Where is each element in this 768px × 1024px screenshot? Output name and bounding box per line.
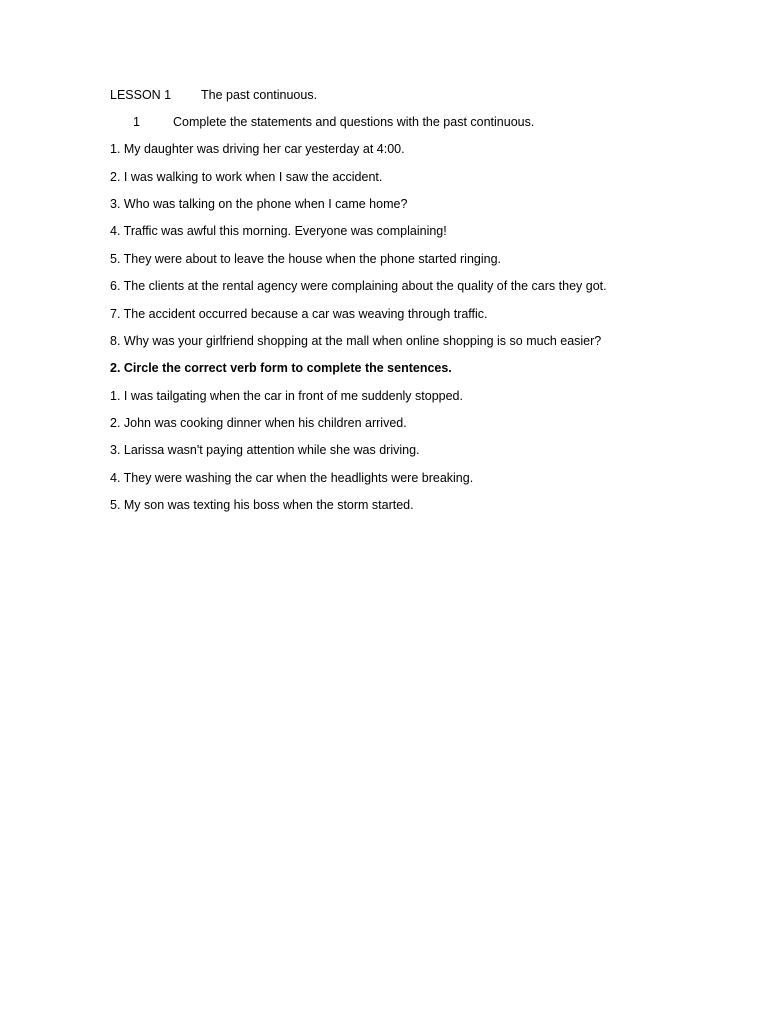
lesson-title: The past continuous. <box>201 88 318 102</box>
exercise2-item-3: 3. Larissa wasn't paying attention while she was driving. <box>110 443 420 457</box>
exercise1-item-6: 6. The clients at the rental agency were complaining about the quality of the cars they got. <box>110 279 607 293</box>
exercise1-item-1: 1. My daughter was driving her car yesterday at 4:00. <box>110 142 405 156</box>
exercise1-instruction: Complete the statements and questions with the past continuous. <box>173 115 535 129</box>
lesson-header <box>110 87 318 103</box>
exercise2-item-2: 2. John was cooking dinner when his children arrived. <box>110 416 407 430</box>
exercise2-item-1: 1. I was tailgating when the car in front of me suddenly stopped. <box>110 389 463 403</box>
exercise2-heading: 2. Circle the correct verb form to complete the sentences. <box>110 361 452 375</box>
lesson-number: LESSON 1 <box>110 88 172 102</box>
exercise1-item-5: 5. They were about to leave the house when the phone started ringing. <box>110 252 502 266</box>
exercise1-number: 1 <box>133 115 140 129</box>
exercise1-item-4: 4. Traffic was awful this morning. Everyone was complaining! <box>110 224 447 238</box>
exercise1-item-3: 3. Who was talking on the phone when I came home? <box>110 197 408 211</box>
exercise1-instruction-row <box>133 114 535 130</box>
exercise1-item-7: 7. The accident occurred because a car was weaving through traffic. <box>110 307 488 321</box>
exercise2-item-4: 4. They were washing the car when the headlights were breaking. <box>110 471 474 485</box>
exercise1-item-8: 8. Why was your girlfriend shopping at the mall when online shopping is so much easier? <box>110 334 602 348</box>
exercise1-item-2: 2. I was walking to work when I saw the accident. <box>110 170 383 184</box>
exercise2-item-5: 5. My son was texting his boss when the storm started. <box>110 498 414 512</box>
